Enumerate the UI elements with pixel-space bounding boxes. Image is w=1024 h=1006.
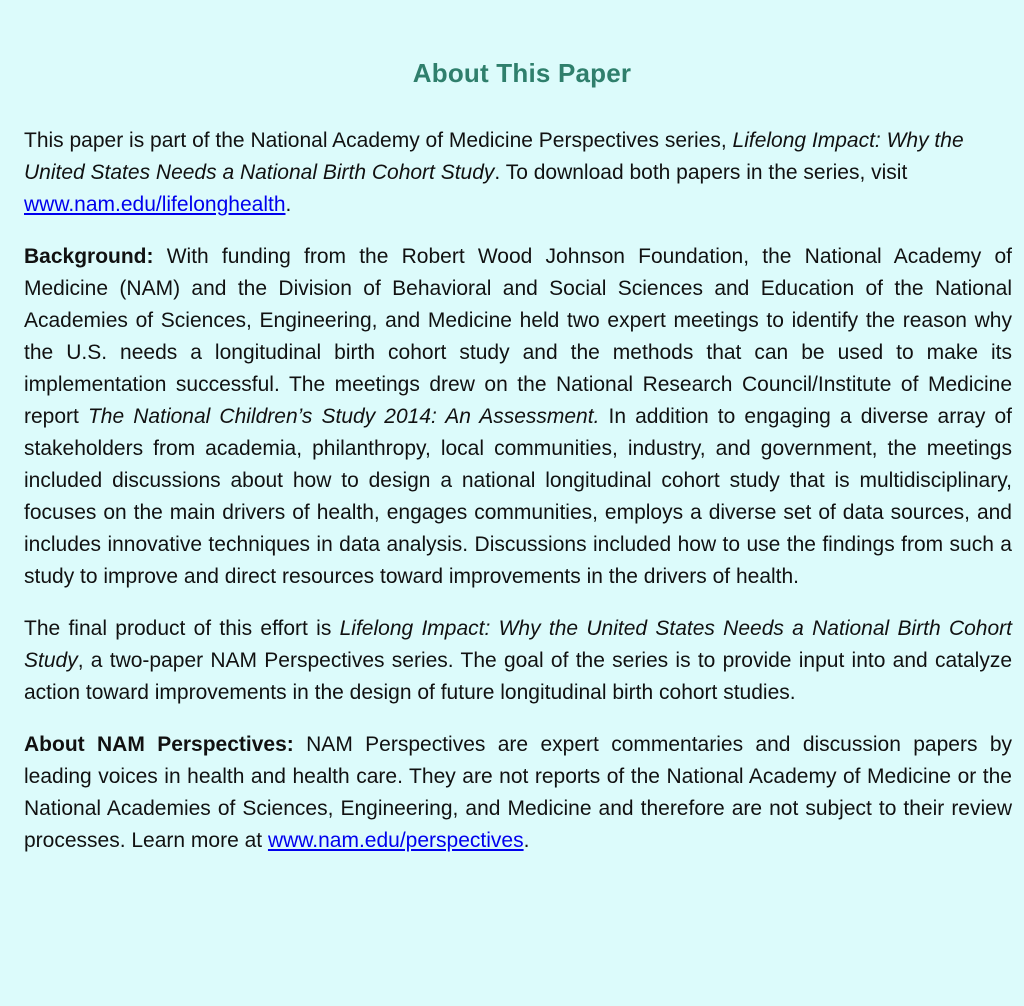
background-paragraph [24,241,1012,593]
lifelonghealth-link[interactable]: www.nam.edu/lifelonghealth [24,193,286,216]
intro-text-3: . [285,193,292,216]
background-label: Background: [24,245,154,268]
about-label: About NAM Perspectives: [24,733,294,756]
about-text-1: NAM Perspectives are expert commentaries and discussion papers by leading voices in health and health care. They are not reports of the National Academy of Medicine or the National Academies of Sciences, Engineering, and Medicine and therefore are not subject to their review processes. Learn more at [24,733,1012,852]
intro-text-1: This paper is part of the National Academy of Medicine Perspectives series, [24,129,733,152]
background-text-2: In addition to engaging a diverse array of stakeholders from academia, philanthropy, local communities, industry, and government, the meetings included discussions about how to design a national longitudinal cohort study that is multidisciplinary, focuses on the main drivers of health, engages communities, employs a diverse set of data sources, and includes innovative techniques in data analysis. Discussions included how to use the findings from such a study to improve and direct resources toward improvements in the drivers of health. [24,405,1012,588]
report-title: The National Children’s Study 2014: An Assessment. [87,405,600,428]
final-text-1: The final product of this effort is [24,617,340,640]
final-product-paragraph [24,613,1012,709]
about-text-2: . [523,829,530,852]
background-text-1: With funding from the Robert Wood Johnson Foundation, the National Academy of Medicine (NAM) and the Division of Behavioral and Social Sciences and Education of the National Academies of Sciences, Engineering, and Medicine held two expert meetings to identify the reason why the U.S. needs a longitudinal birth cohort study and the methods that can be used to make its implementation successful. The meetings drew on the National Research Council/Institute of Medicine report [24,245,1012,428]
final-text-2: , a two-paper NAM Perspectives series. The goal of the series is to provide input into and catalyze action toward improvements in the design of future longitudinal birth cohort studies. [24,649,1012,704]
perspectives-link[interactable]: www.nam.edu/perspectives [267,829,524,852]
about-perspectives-paragraph [24,729,1012,857]
intro-text-2: . To download both papers in the series, visit [494,161,908,184]
intro-paragraph [24,125,1012,221]
final-series-title: Lifelong Impact: Why the United States Needs a National Birth Cohort Study [24,617,1012,672]
page-title: About This Paper [412,58,632,88]
series-title: Lifelong Impact: Why the United States Needs a National Birth Cohort Study [24,129,964,184]
